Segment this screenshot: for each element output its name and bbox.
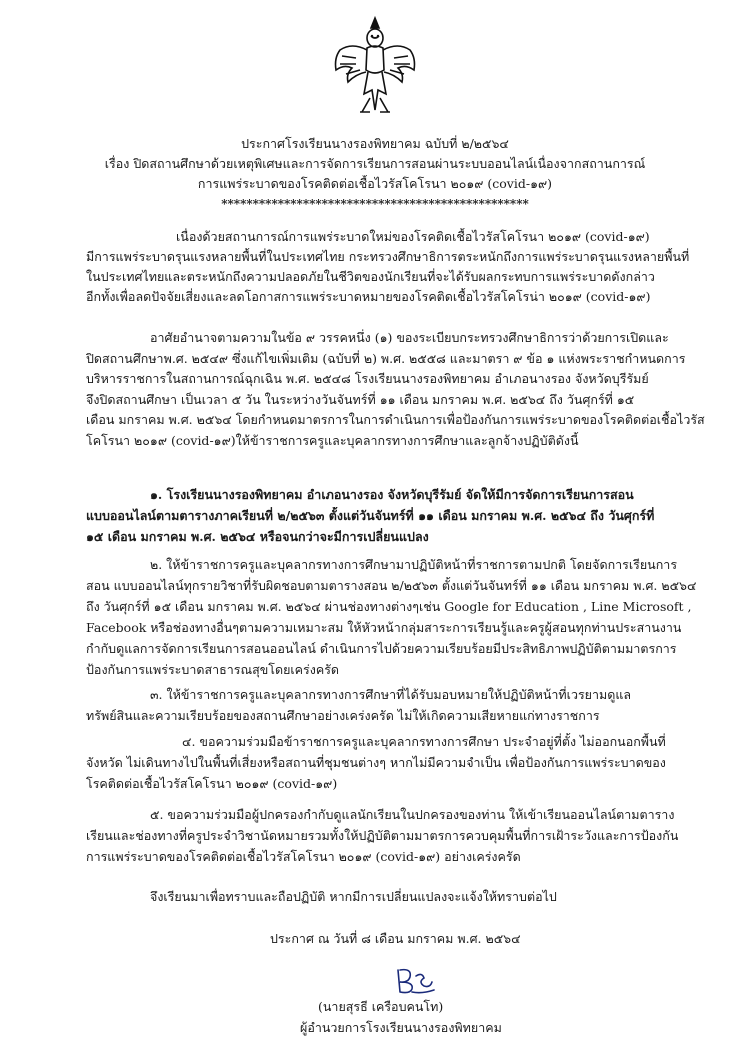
header-divider: ************************************************* — [221, 197, 529, 211]
item-3-line: ทรัพย์สินและความเรียบร้อยของสถานศึกษาอย่างเคร่งครัด ไม่ให้เกิดความเสียหายแก่ทางราชการ — [86, 708, 600, 723]
item-2-line: Facebook หรือช่องทางอื่นๆตามความเหมาะสม ให้หัวหน้ากลุ่มสาระการเรียนรู้และครูผู้สอนทุกท่านประสานงาน — [86, 620, 682, 635]
garuda-emblem-icon — [330, 14, 420, 118]
item-2-line: ถึง วันศุกร์ที่ ๑๕ เดือน มกราคม พ.ศ. ๒๕๖๔ ผ่านช่องทางต่างๆเช่น Google for Education , Line Microsoft , — [86, 599, 692, 614]
item-3-line: ๓. ให้ข้าราชการครูและบุคลากรทางการศึกษาที่ได้รับมอบหมายให้ปฏิบัติหน้าที่เวรยามดูแล — [150, 687, 632, 702]
announcement-date: ประกาศ ณ วันที่ ๘ เดือน มกราคม พ.ศ. ๒๕๖๔ — [270, 931, 521, 946]
closing-text: จึงเรียนมาเพื่อทราบและถือปฏิบัติ หากมีการเปลี่ยนแปลงจะแจ้งให้ทราบต่อไป — [150, 889, 557, 904]
item-4-line: ๔. ขอความร่วมมือข้าราชการครูและบุคลากรทางการศึกษา ประจำอยู่ที่ตั้ง ไม่ออกนอกพื้นที่ — [182, 734, 666, 749]
handwritten-signature — [390, 966, 438, 996]
subject-line-1: เรื่อง ปิดสถานศึกษาด้วยเหตุพิเศษและการจัดการเรียนการสอนผ่านระบบออนไลน์เนื่องจากสถานการณ์ — [104, 156, 646, 171]
item-4-line: จังหวัด ไม่เดินทางไปในพื้นที่เสี่ยงหรือสถานที่ชุมชนต่างๆ หากไม่มีความจำเป็น เพื่อป้องกันการแพร่ระบาดของ — [86, 755, 666, 770]
item-2-line: ป้องกันการแพร่ระบาดสาธารณสุขโดยเคร่งครัด — [86, 662, 340, 677]
item-2-line: สอน แบบออนไลน์ทุกรายวิชาที่รับผิดชอบตามตารางสอน ๒/๒๕๖๓ ตั้งแต่วันจันทร์ที่ ๑๑ เดือน มกราคม พ.ศ. ๒๕๖๔ — [86, 578, 697, 593]
authority-line: ปิดสถานศึกษาพ.ศ. ๒๕๔๙ ซึ่งแก้ไขเพิ่มเติม (ฉบับที่ ๒) พ.ศ. ๒๕๕๘ และมาตรา ๙ ข้อ ๑ แห่งพระราชกำหนดการ — [86, 351, 686, 366]
item-5-line: การแพร่ระบาดของโรคติดต่อเชื้อไวรัสโคโรนา ๒๐๑๙ (covid-๑๙) อย่างเคร่งครัด — [86, 849, 521, 864]
authority-line: เดือน มกราคม พ.ศ. ๒๕๖๔ โดยกำหนดมาตรการในการดำเนินการเพื่อป้องกันการแพร่ระบาดของโรคติดต่อเชื้อไวรัส — [86, 412, 705, 427]
item-5-line: เรียนและช่องทางที่ครูประจำวิชานัดหมายรวมทั้งให้ปฏิบัติตามมาตรการควบคุมพื้นที่การเฝ้าระวังและการป้องกัน — [86, 828, 679, 843]
item-1-line: ๑๕ เดือน มกราคม พ.ศ. ๒๕๖๔ หรือจนกว่าจะมีการเปลี่ยนแปลง — [86, 529, 429, 544]
item-5-line: ๕. ขอความร่วมมือผู้ปกครองกำกับดูแลนักเรียนในปกครองของท่าน ให้เข้าเรียนออนไลน์ตามตาราง — [150, 807, 675, 822]
authority-line: อาศัยอำนาจตามความในข้อ ๙ วรรคหนึ่ง (๑) ของระเบียบกระทรวงศึกษาธิการว่าด้วยการเปิดและ — [150, 330, 669, 345]
subject-line-2: การแพร่ระบาดของโรคติดต่อเชื้อไวรัสโคโรนา ๒๐๑๙ (covid-๑๙) — [197, 176, 553, 191]
signatory-name: (นายสุรธี เครือบคนโท) — [318, 999, 444, 1014]
signatory-position: ผู้อำนวยการโรงเรียนนางรองพิทยาคม — [300, 1020, 502, 1035]
item-2-line: ๒. ให้ข้าราชการครูและบุคลากรทางการศึกษามาปฏิบัติหน้าที่ราชการตามปกติ โดยจัดการเรียนการ — [150, 557, 678, 572]
intro-line: มีการแพร่ระบาดรุนแรงหลายพื้นที่ในประเทศไทย กระทรวงศึกษาธิการตระหนักถึงการแพร่ระบาดรุนแรงหลายพื้นที่ — [86, 249, 690, 264]
intro-line: ในประเทศไทยและตระหนักถึงความปลอดภัยในชีวิตของนักเรียนที่จะได้รับผลกระทบการแพร่ระบาดดังกล่าว — [86, 269, 655, 284]
authority-line: โคโรนา ๒๐๑๙ (covid-๑๙)ให้ข้าราชการครูและบุคลากรทางการศึกษาและลูกจ้างปฏิบัติดังนี้ — [86, 433, 579, 448]
intro-line: เนื่องด้วยสถานการณ์การแพร่ระบาดใหม่ของโรคติดเชื้อไวรัสโคโรนา ๒๐๑๙ (covid-๑๙) — [176, 229, 650, 244]
intro-line: อีกทั้งเพื่อลดปัจจัยเสี่ยงและลดโอกาสการแพร่ระบาดหมายของโรคติดเชื้อไวรัสโคโรน่า ๒๐๑๙ (covid-๑๙) — [86, 289, 651, 304]
item-4-line: โรคติดต่อเชื้อไวรัสโคโรนา ๒๐๑๙ (covid-๑๙) — [86, 776, 338, 791]
item-1-line: แบบออนไลน์ตามตารางภาคเรียนที่ ๒/๒๕๖๓ ตั้งแต่วันจันทร์ที่ ๑๑ เดือน มกราคม พ.ศ. ๒๕๖๔ ถึง วันศุกร์ที่ — [86, 508, 655, 523]
authority-line: จึงปิดสถานศึกษา เป็นเวลา ๕ วัน ในระหว่างวันจันทร์ที่ ๑๑ เดือน มกราคม พ.ศ. ๒๕๖๔ ถึง วันศุกร์ที่ ๑๕ — [86, 392, 635, 407]
item-1-line: ๑. โรงเรียนนางรองพิทยาคม อำเภอนางรอง จังหวัดบุรีรัมย์ จัดให้มีการจัดการเรียนการสอน — [150, 487, 634, 502]
authority-line: บริหารราชการในสถานการณ์ฉุกเฉิน พ.ศ. ๒๕๔๘ โรงเรียนนางรองพิทยาคม อำเภอนางรอง จังหวัดบุรีรัมย์ — [86, 371, 649, 386]
document-title: ประกาศโรงเรียนนางรองพิทยาคม ฉบับที่ ๒/๒๕๖๔ — [241, 136, 509, 151]
item-2-line: กำกับดูแลการจัดการเรียนการสอนออนไลน์ ดำเนินการไปด้วยความเรียบร้อยมีประสิทธิภาพปฏิบัติตามมาตรการ — [86, 641, 677, 656]
